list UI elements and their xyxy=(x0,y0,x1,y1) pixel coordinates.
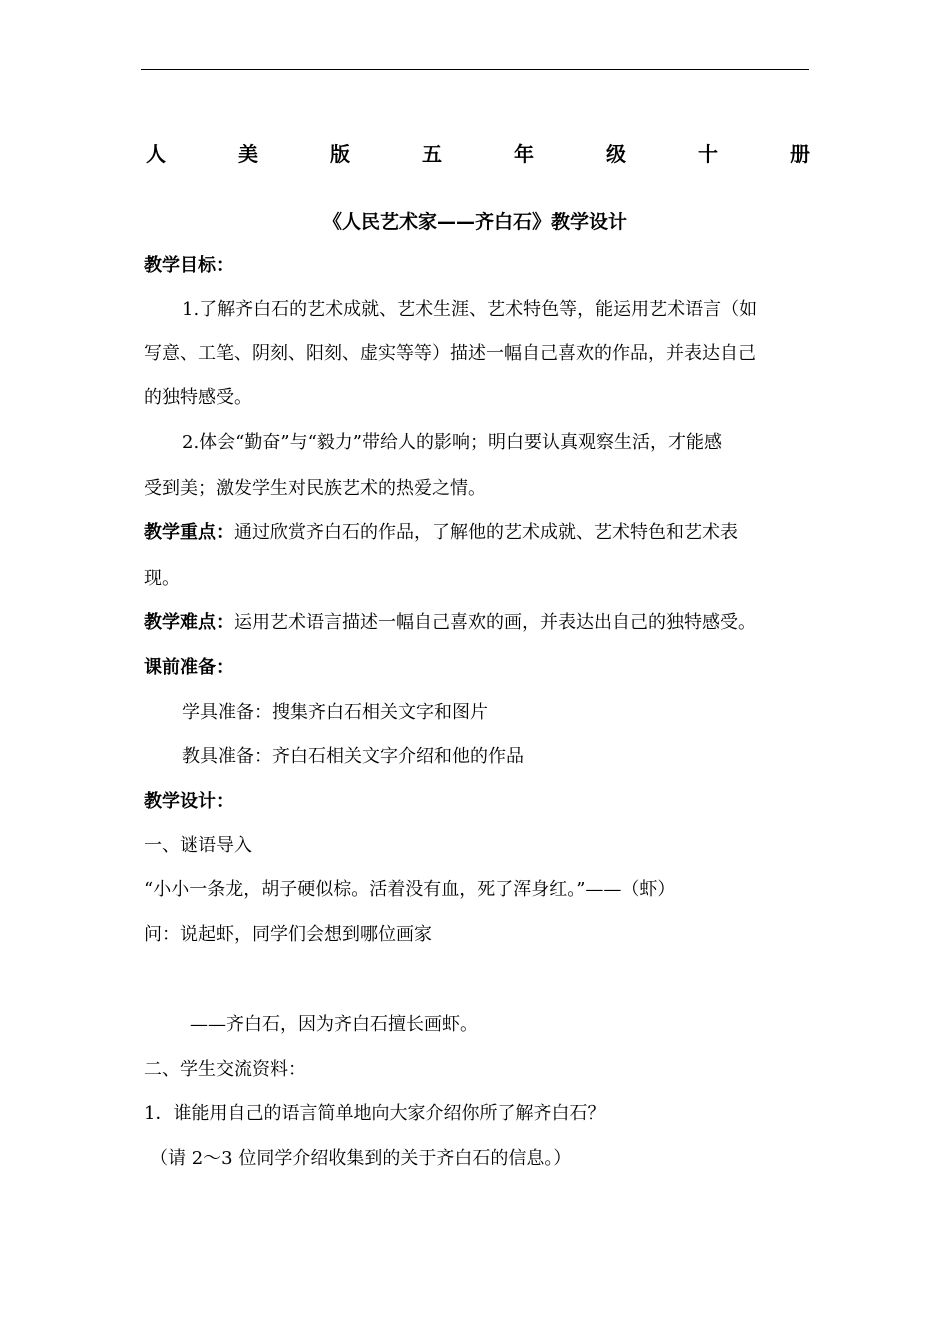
page-header xyxy=(146,136,810,168)
objective-1-line: 写意、工笔、阴刻、阳刻、虚实等等）描述一幅自己喜欢的作品，并表达自己 xyxy=(144,343,756,364)
header-char: 十 xyxy=(698,141,718,166)
header-char: 五 xyxy=(422,141,442,166)
answer-text: ——齐白石，因为齐白石擅长画虾。 xyxy=(190,1014,478,1035)
header-char: 年 xyxy=(514,141,534,166)
prep-teacher: 教具准备：齐白石相关文字介绍和他的作品 xyxy=(182,746,524,767)
prep-student: 学具准备：搜集齐白石相关文字和图片 xyxy=(182,702,488,723)
section-2-note: （请 2～3 位同学介绍收集到的关于齐白石的信息。） xyxy=(150,1148,572,1169)
design-heading: 教学设计： xyxy=(144,791,234,812)
header-char: 美 xyxy=(238,141,258,166)
difficulty-text: 运用艺术语言描述一幅自己喜欢的画，并表达出自己的独特感受。 xyxy=(234,612,756,633)
key-point-text: 通过欣赏齐白石的作品，了解他的艺术成就、艺术特色和艺术表 xyxy=(234,522,738,543)
objectives-heading: 教学目标： xyxy=(144,255,234,276)
section-2-question: 1．谁能用自己的语言简单地向大家介绍你所了解齐白石？ xyxy=(144,1103,606,1124)
riddle-text: “小小一条龙，胡子硬似棕。活着没有血，死了浑身红。”——（虾） xyxy=(144,879,676,900)
key-point-text-cont: 现。 xyxy=(144,568,180,589)
document-title: 《人民艺术家——齐白石》教学设计 xyxy=(322,211,627,233)
objective-2-line: 受到美；激发学生对民族艺术的热爱之情。 xyxy=(144,478,486,499)
header-char: 人 xyxy=(146,141,166,166)
header-char: 版 xyxy=(330,141,350,166)
header-char: 级 xyxy=(606,141,626,166)
difficulty-label: 教学难点： xyxy=(144,612,234,633)
question-text: 问：说起虾，同学们会想到哪位画家 xyxy=(144,924,432,945)
objective-1-line: 1.了解齐白石的艺术成就、艺术生涯、艺术特色等，能运用艺术语言（如 xyxy=(182,299,758,320)
objective-2-line: 2.体会“勤奋”与“毅力”带给人的影响；明白要认真观察生活，才能感 xyxy=(182,432,722,453)
difficulty xyxy=(144,610,756,636)
preparation-heading: 课前准备： xyxy=(144,657,234,678)
objective-1-line: 的独特感受。 xyxy=(144,387,252,408)
key-point xyxy=(144,520,738,546)
key-point-label: 教学重点： xyxy=(144,522,234,543)
section-1-title: 一、谜语导入 xyxy=(144,835,252,856)
header-rule xyxy=(141,69,809,70)
header-char: 册 xyxy=(790,141,810,166)
section-2-title: 二、学生交流资料： xyxy=(144,1059,306,1080)
